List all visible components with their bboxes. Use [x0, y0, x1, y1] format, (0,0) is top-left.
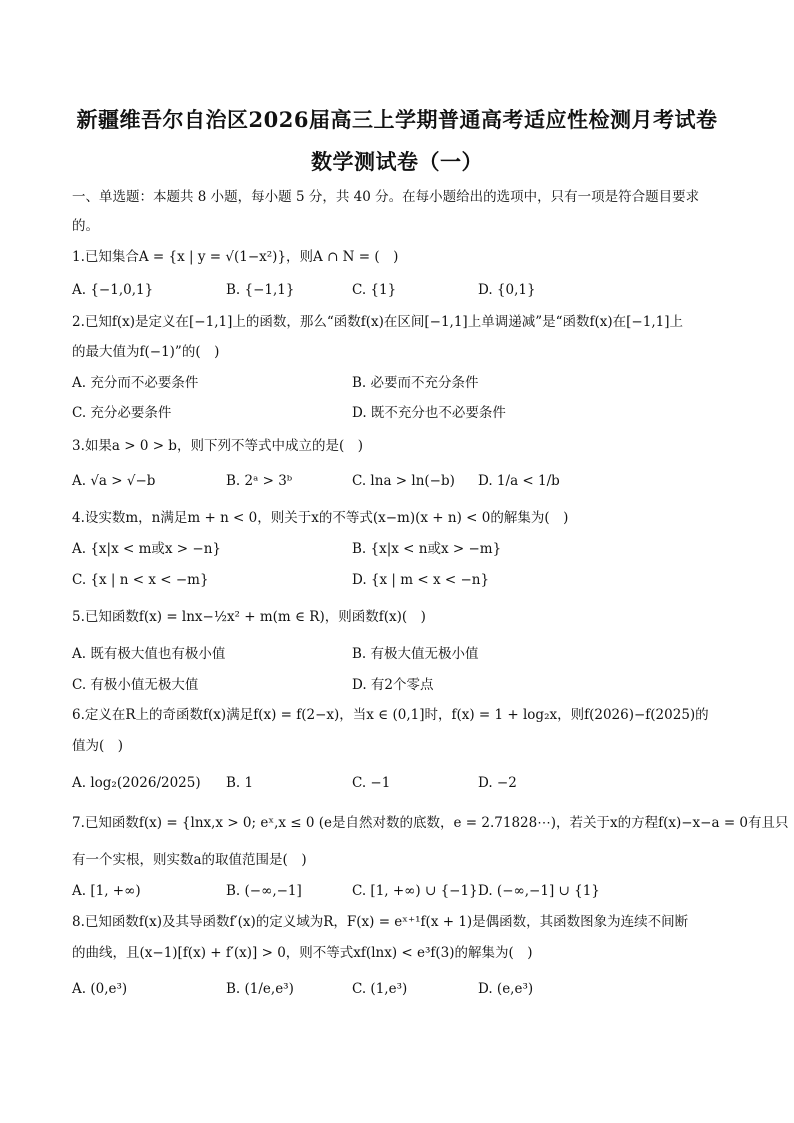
question-3-option-c[interactable]: C. lna > ln(−b)	[352, 473, 455, 489]
question-2-stem: 2.已知f(x)是定义在[−1,1]上的函数，那么“函数f(x)在区间[−1,1]上单调递减”是“函数f(x)在[−1,1]上	[72, 314, 683, 330]
question-4-option-a[interactable]: A. {x|x < m或x > −n}	[72, 541, 221, 557]
question-8-stem: 8.已知函数f(x)及其导函数f′(x)的定义域为R，F(x) = eˣ⁺¹f(x + 1)是偶函数，其函数图象为连续不间断	[72, 914, 689, 930]
question-5-option-d[interactable]: D. 有2个零点	[352, 677, 434, 693]
question-4-option-b[interactable]: B. {x|x < n或x > −m}	[352, 541, 502, 557]
question-8-option-a[interactable]: A. (0,e³)	[72, 981, 128, 997]
question-5-option-b[interactable]: B. 有极大值无极小值	[352, 646, 479, 662]
question-1-stem: 1.已知集合A = {x | y = √(1−x²)}，则A ∩ N = ( )	[72, 249, 399, 265]
question-3-option-b[interactable]: B. 2ᵃ > 3ᵇ	[226, 473, 293, 489]
exam-title: 新疆维吾尔自治区2026届高三上学期普通高考适应性检测月考试卷	[76, 107, 718, 132]
question-7-option-d[interactable]: D. (−∞,−1] ∪ {1}	[478, 883, 600, 899]
question-7-option-a[interactable]: A. [1, +∞)	[72, 883, 141, 899]
question-2-option-b[interactable]: B. 必要而不充分条件	[352, 375, 479, 391]
question-6-stem: 6.定义在R上的奇函数f(x)满足f(x) = f(2−x)，当x ∈ (0,1]时，f(x) = 1 + log₂x，则f(2026)−f(2025)的	[72, 707, 709, 723]
question-1-option-a[interactable]: A. {−1,0,1}	[72, 282, 154, 298]
question-6-option-a[interactable]: A. log₂(2026/2025)	[72, 775, 201, 791]
question-8-option-d[interactable]: D. (e,e³)	[478, 981, 534, 997]
question-2-option-c[interactable]: C. 充分必要条件	[72, 405, 172, 421]
question-1-option-c[interactable]: C. {1}	[352, 282, 397, 298]
question-6-stem-cont: 值为( )	[72, 738, 124, 754]
question-3-option-a[interactable]: A. √a > √−b	[72, 473, 156, 489]
question-6-option-c[interactable]: C. −1	[352, 775, 391, 791]
question-2-option-a[interactable]: A. 充分而不必要条件	[72, 375, 199, 391]
section-heading: 一、单选题：本题共 8 小题，每小题 5 分，共 40 分。在每小题给出的选项中，只有一项是符合题目要求	[72, 189, 700, 205]
question-7-option-b[interactable]: B. (−∞,−1]	[226, 883, 302, 899]
question-1-option-d[interactable]: D. {0,1}	[478, 282, 536, 298]
question-5-option-c[interactable]: C. 有极小值无极大值	[72, 677, 199, 693]
question-1-option-b[interactable]: B. {−1,1}	[226, 282, 295, 298]
question-2-option-d[interactable]: D. 既不充分也不必要条件	[352, 405, 506, 421]
question-4-stem: 4.设实数m，n满足m + n < 0，则关于x的不等式(x−m)(x + n) < 0的解集为( )	[72, 510, 569, 526]
section-heading-cont: 的。	[72, 218, 99, 234]
question-2-stem-cont: 的最大值为f(−1)”的( )	[72, 344, 220, 360]
question-3-stem: 3.如果a > 0 > b，则下列不等式中成立的是( )	[72, 438, 363, 454]
question-7-stem-cont: 有一个实根，则实数a的取值范围是( )	[72, 852, 307, 868]
question-8-stem-cont: 的曲线，且(x−1)[f(x) + f′(x)] > 0，则不等式xf(lnx) < e³f(3)的解集为( )	[72, 945, 533, 961]
question-3-option-d[interactable]: D. 1/a < 1/b	[478, 473, 560, 489]
exam-subtitle: 数学测试卷（一）	[311, 149, 483, 174]
question-7-stem: 7.已知函数f(x) = {lnx,x > 0; eˣ,x ≤ 0 (e是自然对数的底数，e = 2.71828⋯)，若关于x的方程f(x)−x−a = 0有且只	[72, 815, 789, 831]
question-5-stem: 5.已知函数f(x) = lnx−½x² + m(m ∈ R)，则函数f(x)( )	[72, 609, 426, 625]
question-6-option-d[interactable]: D. −2	[478, 775, 517, 791]
question-5-option-a[interactable]: A. 既有极大值也有极小值	[72, 646, 226, 662]
question-4-option-c[interactable]: C. {x | n < x < −m}	[72, 572, 209, 588]
question-8-option-c[interactable]: C. (1,e³)	[352, 981, 408, 997]
question-4-option-d[interactable]: D. {x | m < x < −n}	[352, 572, 490, 588]
question-6-option-b[interactable]: B. 1	[226, 775, 254, 791]
question-7-option-c[interactable]: C. [1, +∞) ∪ {−1}	[352, 883, 478, 899]
question-8-option-b[interactable]: B. (1/e,e³)	[226, 981, 294, 997]
